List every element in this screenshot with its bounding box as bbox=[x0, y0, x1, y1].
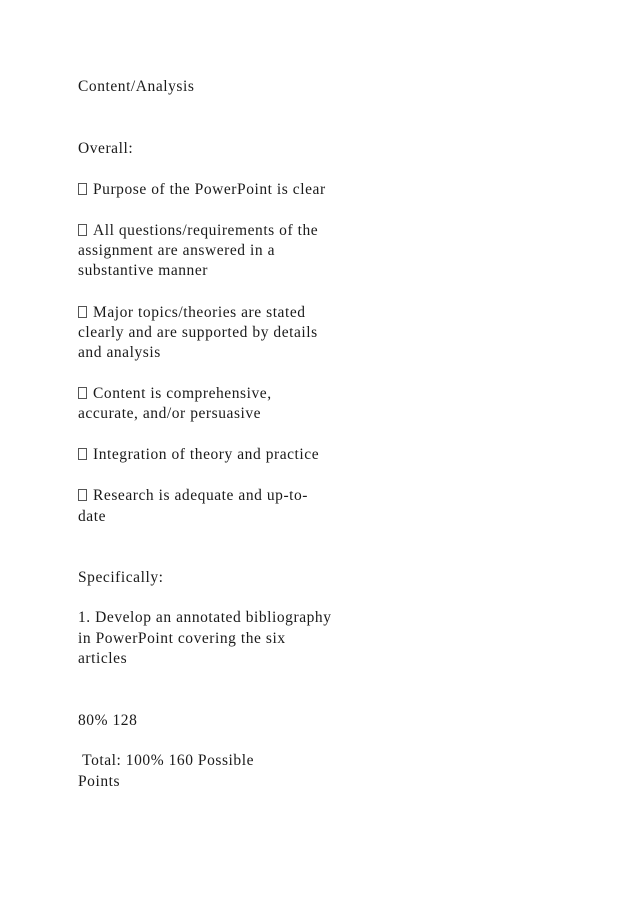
score-line: 80% 128 bbox=[78, 712, 138, 729]
criterion-text: clearly and are supported by details bbox=[78, 324, 318, 341]
total-text: Points bbox=[78, 773, 121, 790]
criterion-text: Research is adequate and up-to- bbox=[93, 487, 309, 504]
criterion-text: Content is comprehensive, bbox=[93, 385, 272, 402]
task-text: 1. Develop an annotated bibliography bbox=[78, 609, 332, 626]
criterion-item bbox=[78, 221, 318, 242]
overall-label: Overall: bbox=[78, 140, 134, 157]
checkbox-glyph-icon bbox=[78, 448, 87, 460]
section-heading: Content/Analysis bbox=[78, 78, 195, 95]
checkbox-glyph-icon bbox=[78, 489, 87, 501]
checkbox-glyph-icon bbox=[78, 387, 87, 399]
criterion-text: Major topics/theories are stated bbox=[93, 304, 306, 321]
criterion-text: accurate, and/or persuasive bbox=[78, 405, 262, 422]
criterion-text: and analysis bbox=[78, 344, 161, 361]
criterion-item bbox=[78, 303, 306, 324]
criterion-item bbox=[78, 384, 272, 405]
criterion-text: Purpose of the PowerPoint is clear bbox=[93, 181, 326, 198]
criterion-text: substantive manner bbox=[78, 262, 208, 279]
criterion-item bbox=[78, 180, 326, 201]
checkbox-glyph-icon bbox=[78, 306, 87, 318]
criterion-text: date bbox=[78, 508, 107, 525]
criterion-text: All questions/requirements of the bbox=[93, 222, 319, 239]
total-text: Total: 100% 160 Possible bbox=[78, 752, 254, 769]
specifically-label: Specifically: bbox=[78, 569, 164, 586]
checkbox-glyph-icon bbox=[78, 183, 87, 195]
criterion-item bbox=[78, 486, 308, 507]
criterion-item bbox=[78, 445, 319, 466]
task-text: articles bbox=[78, 650, 128, 667]
task-text: in PowerPoint covering the six bbox=[78, 630, 286, 647]
criterion-text: assignment are answered in a bbox=[78, 242, 276, 259]
checkbox-glyph-icon bbox=[78, 224, 87, 236]
criterion-text: Integration of theory and practice bbox=[93, 446, 320, 463]
